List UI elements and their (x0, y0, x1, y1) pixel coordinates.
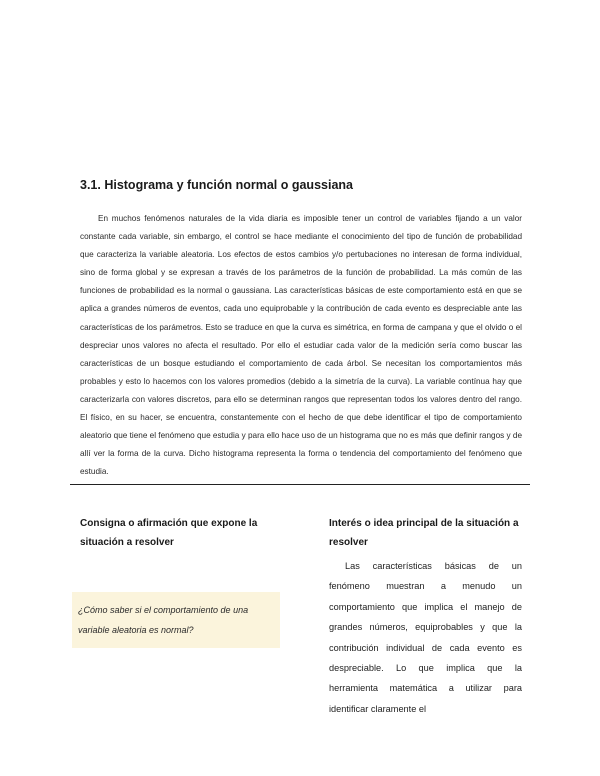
right-column-heading: Interés o idea principal de la situación a resolver (329, 518, 519, 548)
section-title: 3.1. Histograma y función normal o gaussiana (80, 178, 353, 192)
question-box (72, 592, 280, 648)
left-column (80, 514, 280, 552)
left-column-heading: Consigna o afirmación que expone la situación a resolver (80, 518, 258, 548)
right-column (329, 514, 522, 552)
right-body-text: Las características básicas de un fenómeno muestran a menudo un comportamiento que implica el manejo de grandes números, equiprobables y que la contribución individual de cada evento es despreciable. Lo que implica que la herramienta matemática a utilizar para identificar claramente el (329, 561, 522, 714)
section-divider (70, 484, 530, 485)
right-column-body (329, 556, 522, 719)
question-text: ¿Cómo saber si el comportamiento de una variable aleatoria es normal? (78, 605, 249, 635)
intro-paragraph (80, 210, 522, 481)
intro-text: En muchos fenómenos naturales de la vida diaria es imposible tener un control de variables fijando a un valor constante cada variable, sin embargo, el control se hace mediante el conocimiento del tipo de función de probabilidad que caracteriza la variable aleatoria. Los efectos de estos cambios y/o pertubaciones no interesan de forma individual, sino de forma global y se expresan a través de los parámetros de la función de probabilidad. La más común de las funciones de probabilidad es la normal o gaussiana. Las características básicas de este comportamiento está en que se aplica a grandes números de eventos, cada uno equiprobable y la contribución de cada evento es despreciable ante las características de los parámetros. Esto se traduce en que la curva es simétrica, en forma de campana y que el olvido o el despreciar unos valores no afecta el resultado. Por ello el estudiar cada valor de la medición sería como buscar las características de un bosque estudiando el comportamiento de cada árbol. Se necesitan los comportamientos más probables y esto lo hacemos con los valores promedios (debido a la simetría de la curva). La variable contínua hay que caracterizarla con valores discretos, para ello se determinan rangos que representan todos los valores dentro del rango. El físico, en su hacer, se encuentra, constantemente con el hecho de que debe identificar el tipo de comportamiento aleatorio que tiene el fenómeno que estudia y para ello hace uso de un histograma que no es más que definir rangos y de allí ver la forma de la curva. Dicho histograma representa la forma o tendencia del comportamiento del fenómeno que estudia. (80, 214, 522, 477)
